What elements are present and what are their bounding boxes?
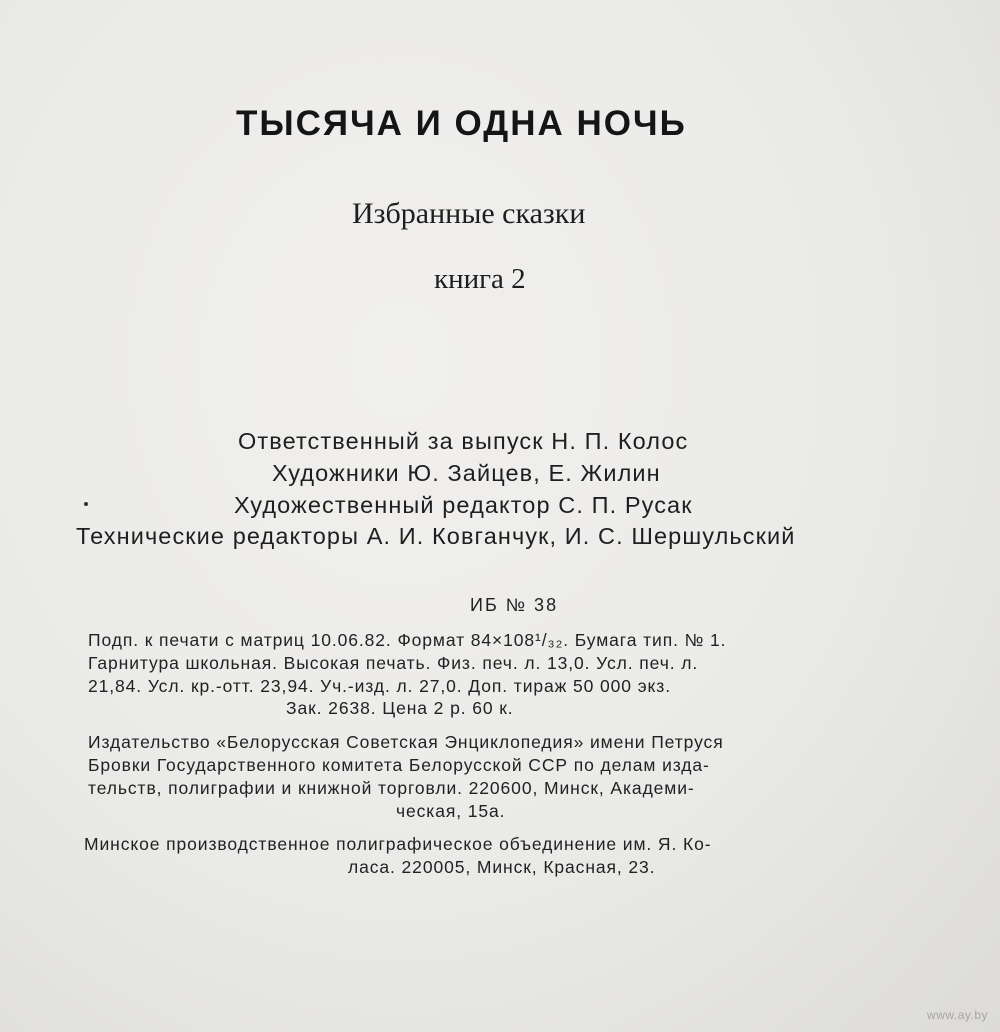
site-watermark: www.ay.by <box>927 1008 988 1022</box>
print-info-line: Подп. к печати с матриц 10.06.82. Формат 84×108¹/₃₂. Бумага тип. № 1. <box>88 630 727 650</box>
print-info-line: Зак. 2638. Цена 2 р. 60 к. <box>286 698 514 718</box>
print-info-line: Гарнитура школьная. Высокая печать. Физ. печ. л. 13,0. Усл. печ. л. <box>88 653 699 673</box>
printer-line: ласа. 220005, Минск, Красная, 23. <box>348 857 656 877</box>
credit-responsible: Ответственный за выпуск Н. П. Колос <box>238 428 689 454</box>
publisher-line: ческая, 15а. <box>396 801 506 821</box>
credit-tech-editors: Технические редакторы А. И. Ковганчук, И. С. Шершульский <box>76 523 796 549</box>
credit-art-editor: Художественный редактор С. П. Русак <box>234 492 693 518</box>
print-info-line: 21,84. Усл. кр.-отт. 23,94. Уч.-изд. л. 27,0. Доп. тираж 50 000 экз. <box>88 676 671 696</box>
book-subtitle: Избранные сказки <box>352 197 586 230</box>
credit-artists: Художники Ю. Зайцев, Е. Жилин <box>272 460 661 486</box>
book-volume: книга 2 <box>434 263 526 295</box>
publisher-line: тельств, полиграфии и книжной торговли. 220600, Минск, Академи- <box>88 778 695 798</box>
publisher-line: Бровки Государственного комитета Белорусской ССР по делам изда- <box>88 755 710 775</box>
ib-number: ИБ № 38 <box>470 595 559 615</box>
printer-line: Минское производственное полиграфическое объединение им. Я. Ко- <box>84 834 712 854</box>
print-speck <box>84 502 88 506</box>
publisher-line: Издательство «Белорусская Советская Энциклопедия» имени Петруся <box>88 732 724 752</box>
book-title: ТЫСЯЧА И ОДНА НОЧЬ <box>236 104 687 143</box>
